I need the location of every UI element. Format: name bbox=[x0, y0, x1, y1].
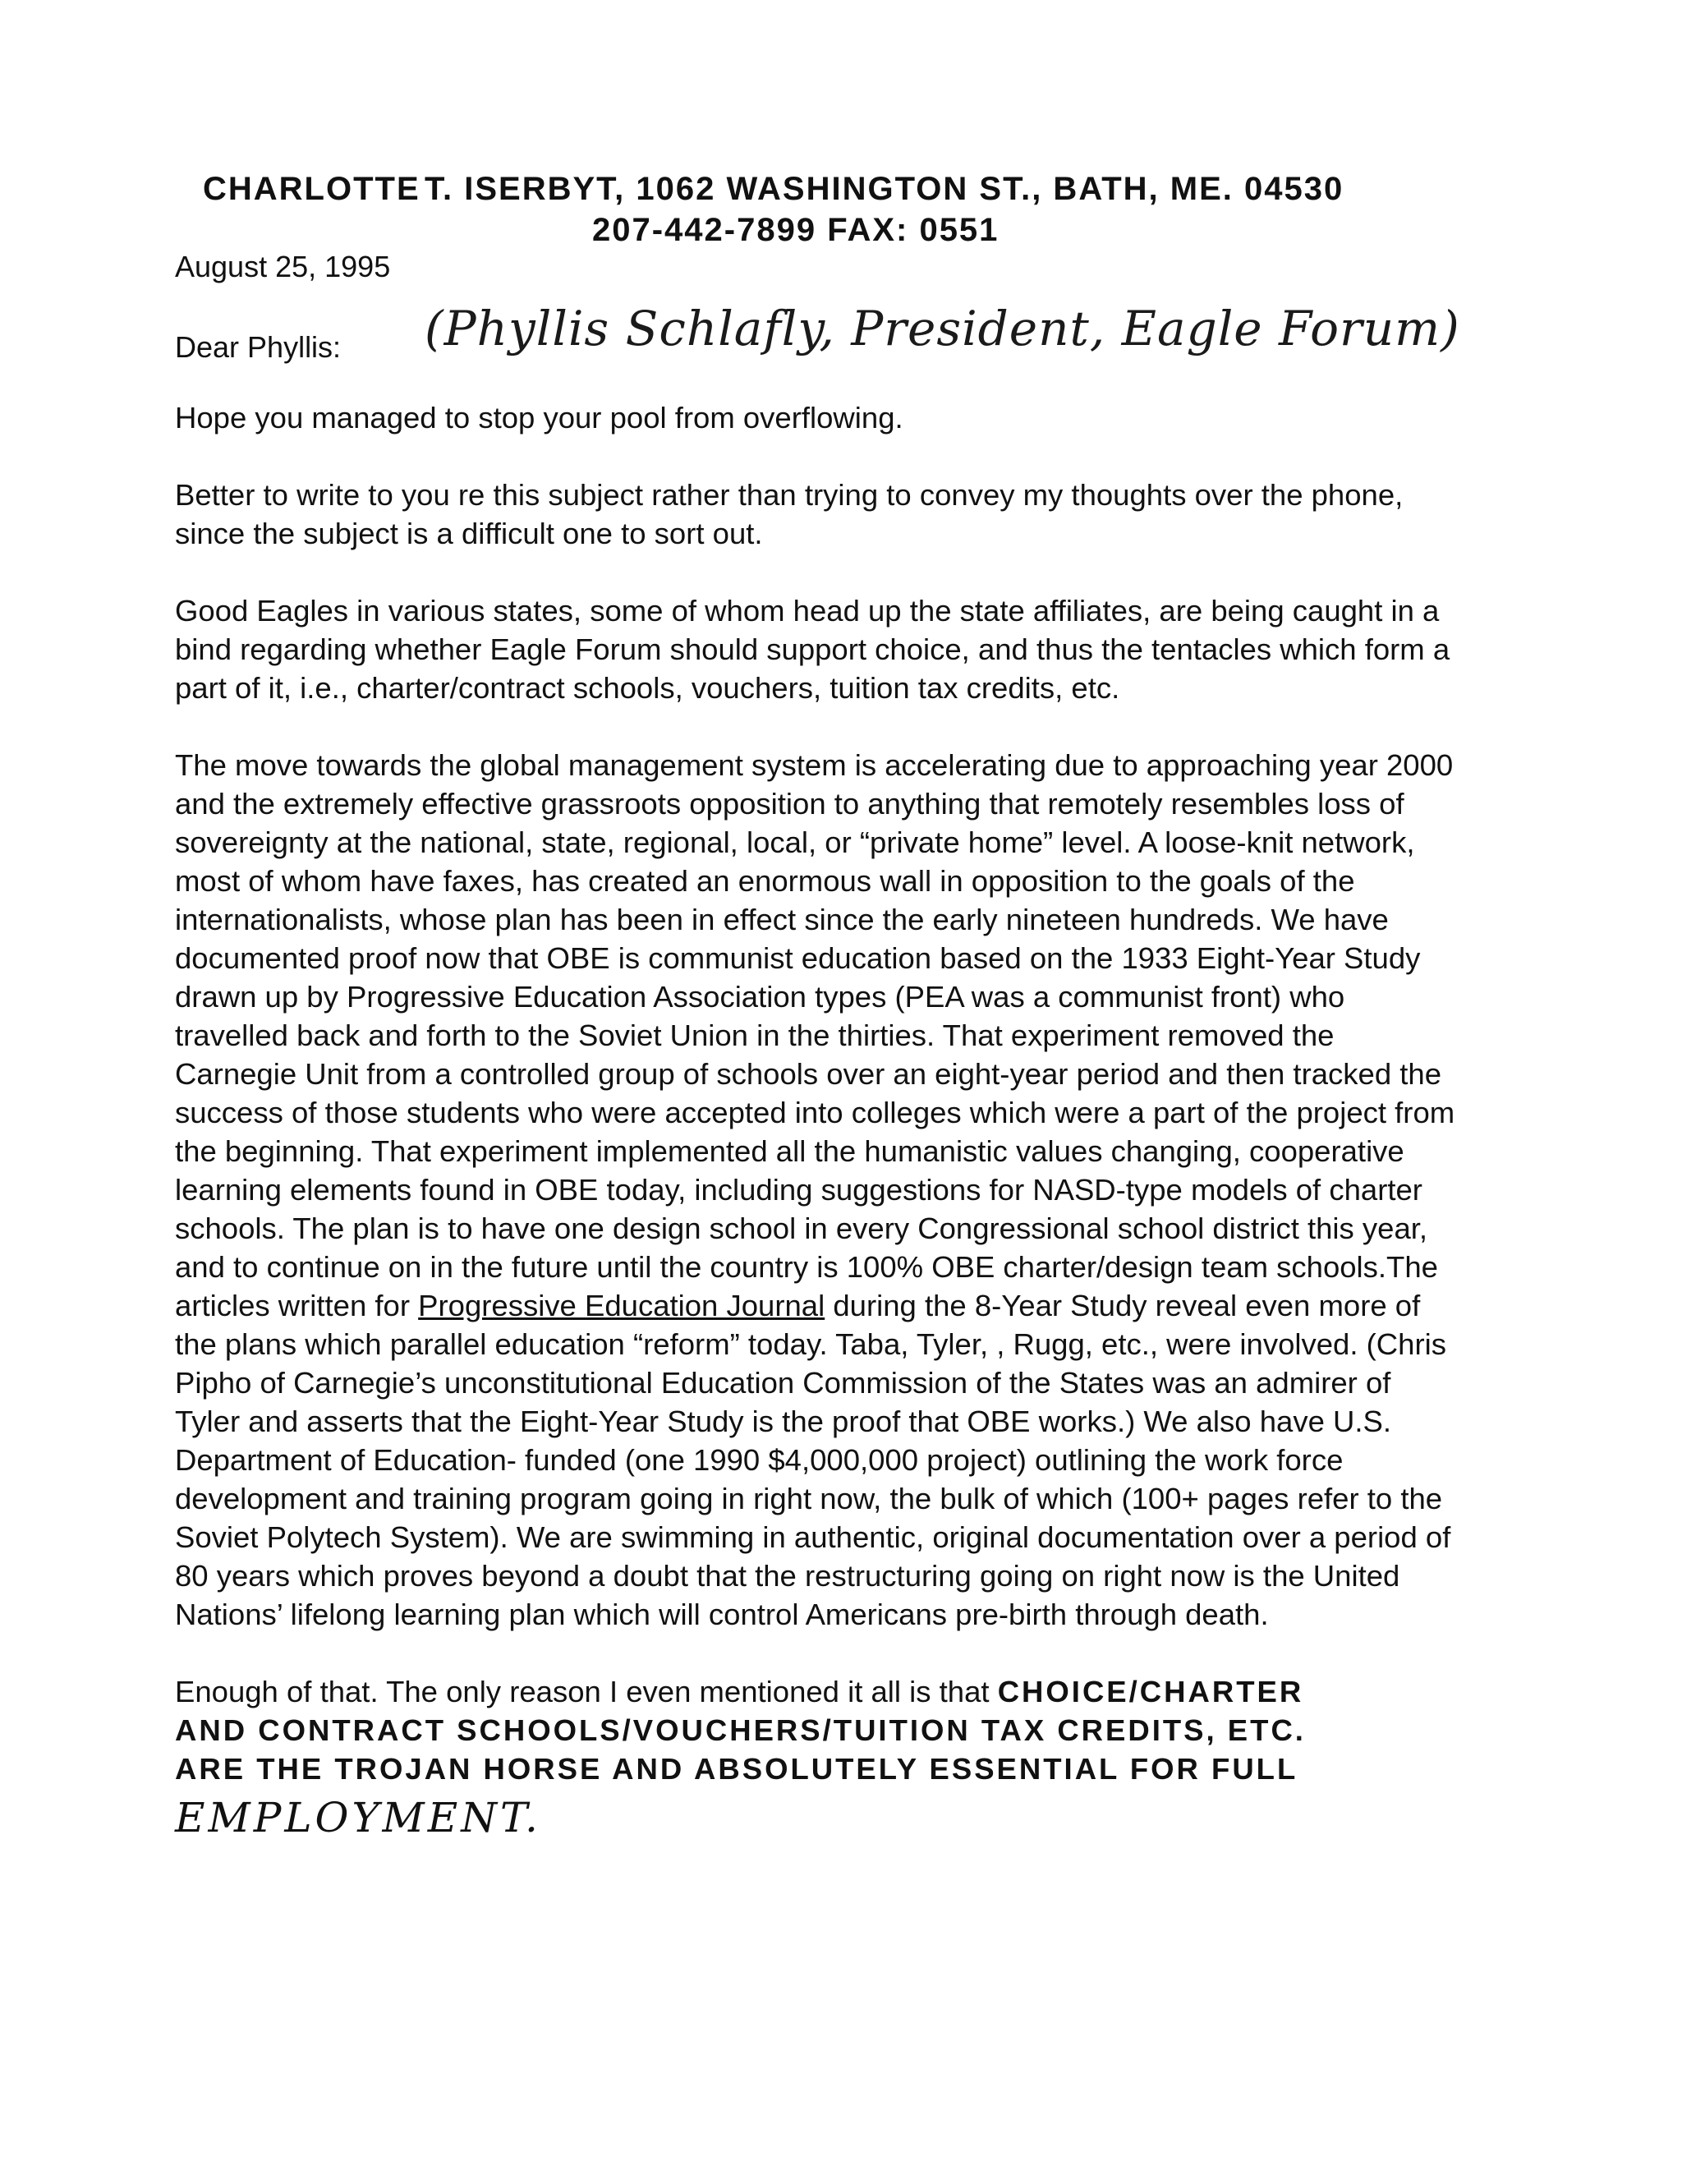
handwritten-ending: EMPLOYMENT. bbox=[175, 1794, 541, 1841]
closing-intro: Enough of that. The only reason I even mentioned it all is that bbox=[175, 1675, 998, 1708]
paragraph-4-part-1: The move towards the global management system is accelerating due to approaching year 2000 and the extremely effective grassroots opposition to anything that remotely resembles loss of sovereignty at the national, state, regional, local, or “private home” level. A loose-knit network, most of whom have faxes, has created an enormous wall in opposition to the goals of the internationalists, whose plan has been in effect since the early nineteen hundreds. We have documented proof now that OBE is communist education based on the 1933 Eight-Year Study drawn up by Progressive Education Association types (PEA was a communist front) who travelled back and forth to the Soviet Union in the thirties. That experiment removed the Carnegie Unit from a controlled group of schools over an eight-year period and then tracked the success of those students who were accepted into colleges which were a part of the project from the beginning. That experiment implemented all the humanistic values changing, cooperative learning elements found in OBE today, including suggestions for NASD-type models of charter schools. The plan is to have one design school in every Congressional school district this year, and to continue on in the future until the country is 100% OBE charter/design team schools.The articles written for bbox=[175, 748, 1455, 1322]
closing-paragraph bbox=[175, 1672, 1456, 1842]
handwritten-annotation: (Phyllis Schlafly, President, Eagle Forum) bbox=[425, 301, 1460, 356]
closing-caps-2: AND CONTRACT SCHOOLS/VOUCHERS/TUITION TAX CREDITS, ETC. bbox=[175, 1713, 1306, 1747]
letterhead bbox=[203, 168, 1451, 251]
letterhead-line-1 bbox=[203, 168, 1451, 209]
letterhead-phone: 207-442-7899 FAX: 0551 bbox=[592, 212, 1000, 248]
paragraph-2: Better to write to you re this subject rather than trying to convey my thoughts over the phone, since the subject is a difficult one to sort out. bbox=[175, 478, 1404, 550]
paragraph-4-part-2: during the 8-Year Study reveal even more of the plans which parallel education “reform” today. Taba, Tyler, , Rugg, etc., were involved. (Chris Pipho of Carnegie’s unconstitutional Education Commission of the States was an admirer of Tyler and asserts that the Eight-Year Study is the proof that OBE works.) We also have U.S. Department of Education- funded (one 1990 $4,000,000 project) outlining the work force development and training program going in right now, the bulk of which (100+ pages refer to the Soviet Polytech System). We are swimming in authentic, original documentation over a period of 80 years which proves beyond a doubt that the restructuring going on right now is the United Nations’ lifelong learning plan which will control Americans pre-birth through death. bbox=[175, 1289, 1451, 1631]
letterhead-address: T. ISERBYT, 1062 WASHINGTON ST., BATH, ME. 04530 bbox=[425, 171, 1344, 207]
paragraph-4 bbox=[175, 746, 1456, 1634]
paragraph-3: Good Eagles in various states, some of whom head up the state affiliates, are being caught in a bind regarding whether Eagle Forum should support choice, and thus the tentacles which form a part of it, i.e., charter/contract schools, vouchers, tuition tax credits, etc. bbox=[175, 594, 1450, 705]
journal-title: Progressive Education Journal bbox=[418, 1289, 825, 1322]
letterhead-name: CHARLOTTE bbox=[203, 171, 420, 207]
letter-body bbox=[175, 398, 1456, 1881]
letter-date: August 25, 1995 bbox=[175, 250, 391, 283]
salutation: Dear Phyllis: bbox=[175, 330, 342, 364]
paragraph-1: Hope you managed to stop your pool from overflowing. bbox=[175, 401, 903, 435]
closing-caps-3: ARE THE TROJAN HORSE AND ABSOLUTELY ESSENTIAL FOR FULL bbox=[175, 1752, 1298, 1786]
closing-caps-1: CHOICE/CHARTER bbox=[997, 1675, 1304, 1708]
